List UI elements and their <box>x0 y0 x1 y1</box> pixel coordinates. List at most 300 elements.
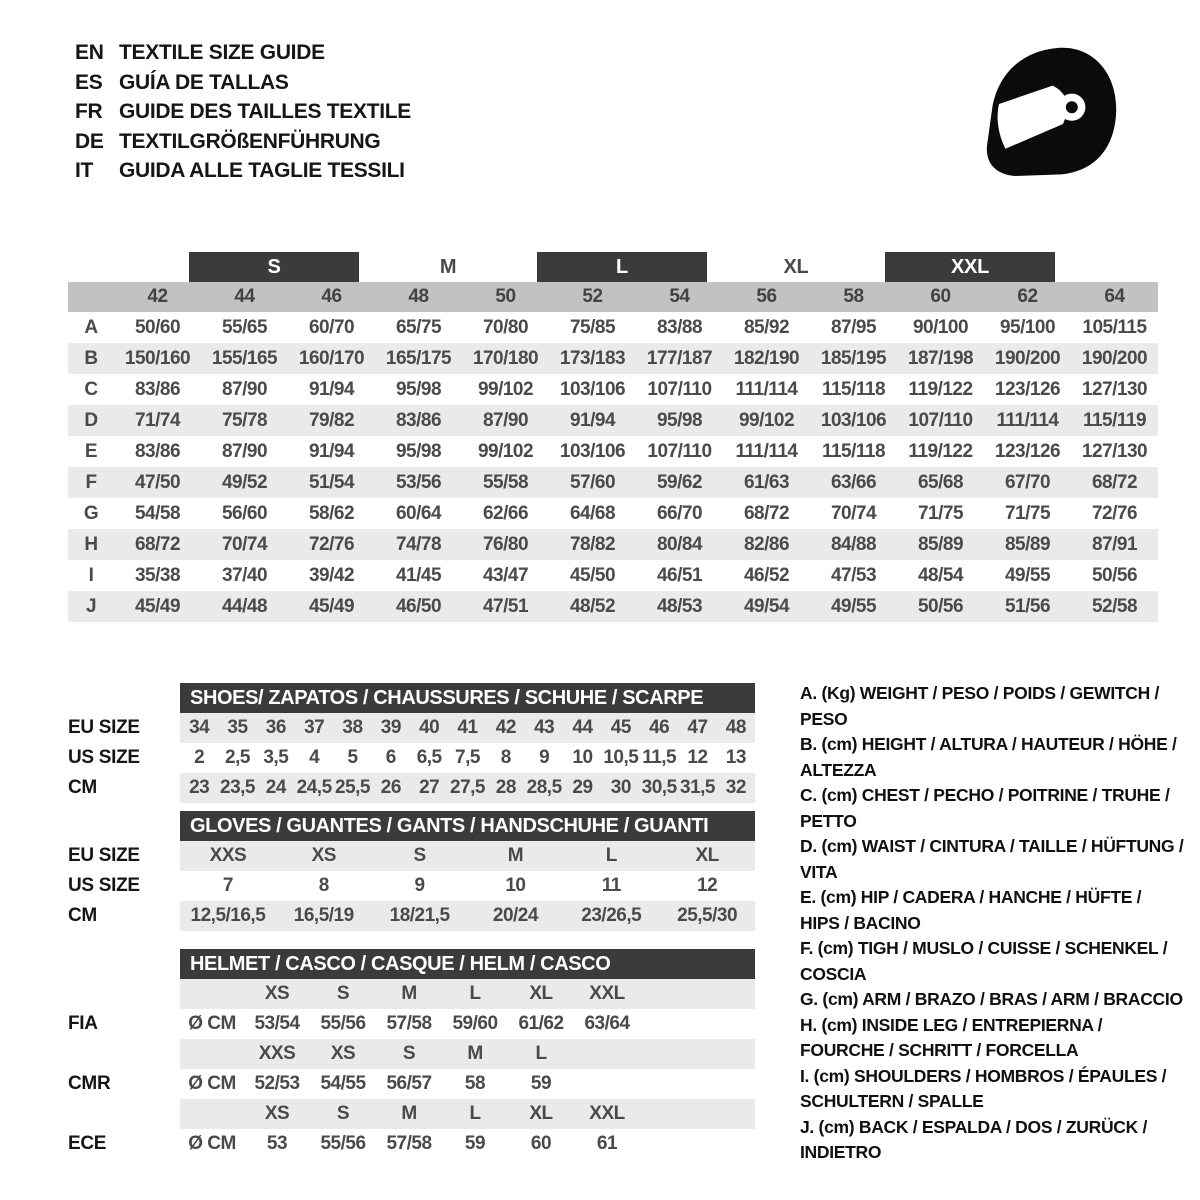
language-row-es <box>75 68 411 98</box>
column-header: 48 <box>408 286 429 307</box>
size-group-xxl: XXL <box>885 252 1055 282</box>
table-cell: 82/86 <box>743 533 790 555</box>
table-cell: 46/50 <box>395 595 442 617</box>
size-group-row <box>68 252 1158 282</box>
table-cell: 13 <box>725 747 746 768</box>
table-cell: 44/48 <box>221 595 268 617</box>
table-cell: 83/88 <box>656 316 703 338</box>
table-cell: 55/65 <box>221 316 268 338</box>
table-cell: 42 <box>495 717 516 738</box>
table-cell: 66/70 <box>656 502 703 524</box>
spacer <box>68 811 180 841</box>
size-header: S <box>336 983 350 1004</box>
table-cell: 74/78 <box>395 533 442 555</box>
language-code: DE <box>75 129 104 153</box>
table-cell: 12,5/16,5 <box>190 905 266 926</box>
table-cell: XXS <box>209 845 247 866</box>
legend-item-b: B. (cm) HEIGHT / ALTURA / HAUTEUR / HÖHE / ALTEZZA <box>800 734 1177 780</box>
table-cell: M <box>507 845 524 866</box>
table-cell: 48/54 <box>917 564 964 586</box>
table-cell: 28,5 <box>526 777 562 798</box>
shoes-row-values <box>180 773 755 803</box>
shoes-size-table <box>68 683 758 803</box>
table-cell: 2 <box>194 747 205 768</box>
table-cell: 115/118 <box>821 378 886 400</box>
table-cell: 177/187 <box>646 347 713 369</box>
table-cell: 56/57 <box>386 1073 432 1094</box>
table-cell: 75/85 <box>569 316 616 338</box>
table-cell: 4 <box>309 747 320 768</box>
table-cell: 99/102 <box>477 378 534 400</box>
table-cell: 10,5 <box>603 747 639 768</box>
language-title: TEXTILGRÖßENFÜHRUNG <box>119 129 381 153</box>
table-cell: 9 <box>539 747 550 768</box>
table-cell: 61 <box>596 1133 618 1154</box>
table-cell: 111/114 <box>735 378 798 400</box>
column-header: 60 <box>930 286 951 307</box>
table-row-f <box>68 467 1158 498</box>
column-header-row <box>68 282 1158 312</box>
table-cell: 182/190 <box>733 347 800 369</box>
table-cell: 53 <box>266 1133 288 1154</box>
table-cell: 150/160 <box>124 347 191 369</box>
table-cell: 6 <box>385 747 396 768</box>
row-key: I <box>88 564 94 586</box>
helmet-title-bar: HELMET / CASCO / CASQUE / HELM / CASCO <box>180 949 755 979</box>
table-cell: 23/26,5 <box>581 905 642 926</box>
table-cell: 41/45 <box>395 564 442 586</box>
table-cell: 18/21,5 <box>389 905 450 926</box>
table-cell: 103/106 <box>559 378 626 400</box>
table-cell: 3,5 <box>263 747 289 768</box>
table-cell: 2,5 <box>225 747 250 768</box>
table-cell: 63/64 <box>584 1013 630 1034</box>
table-cell: 155/165 <box>211 347 278 369</box>
shoes-row-label: US SIZE <box>68 747 140 768</box>
table-cell: 26 <box>380 777 401 798</box>
column-header: 58 <box>843 286 864 307</box>
table-cell: 72/76 <box>1091 502 1138 524</box>
table-cell: 79/82 <box>308 409 355 431</box>
table-cell: 80/84 <box>656 533 703 555</box>
table-cell: 7,5 <box>455 747 480 768</box>
table-cell: 7 <box>222 875 233 896</box>
table-cell: 170/180 <box>472 347 539 369</box>
table-cell: 59 <box>530 1073 552 1094</box>
legend-item-f: F. (cm) TIGH / MUSLO / CUISSE / SCHENKEL / COSCIA <box>800 938 1168 984</box>
table-cell: 87/91 <box>1091 533 1138 555</box>
table-cell: 107/110 <box>647 378 712 400</box>
table-cell: 5 <box>347 747 358 768</box>
table-cell: 187/198 <box>907 347 974 369</box>
table-cell: 123/126 <box>994 378 1061 400</box>
table-cell: 57/58 <box>386 1013 432 1034</box>
table-cell: 83/86 <box>134 440 181 462</box>
gloves-row-values <box>180 871 755 901</box>
table-cell: 55/56 <box>320 1013 366 1034</box>
legend-item-j: J. (cm) BACK / ESPALDA / DOS / ZURÜCK / INDIETRO <box>800 1116 1148 1162</box>
table-cell: 87/95 <box>830 316 877 338</box>
size-group-m: M <box>439 255 457 278</box>
table-cell: 95/98 <box>395 378 442 400</box>
row-key: G <box>83 502 99 524</box>
table-cell: 12 <box>697 875 718 896</box>
table-cell: 115/118 <box>821 440 886 462</box>
helmet-values-row-fia <box>180 1009 755 1039</box>
table-cell: 43 <box>534 717 555 738</box>
size-header: M <box>401 983 417 1004</box>
table-cell: 60/70 <box>308 316 355 338</box>
table-row-c <box>68 374 1158 405</box>
table-cell: 190/200 <box>994 347 1061 369</box>
table-cell: 47/50 <box>134 471 181 493</box>
table-cell: 62/66 <box>482 502 529 524</box>
language-title: GUIDE DES TAILLES TEXTILE <box>119 100 411 123</box>
table-cell: 47/51 <box>482 595 529 617</box>
table-cell: 127/130 <box>1081 440 1148 462</box>
gloves-row-values <box>180 901 755 931</box>
shoes-row-values <box>180 743 755 773</box>
table-cell: 111/114 <box>735 440 798 462</box>
spacer <box>68 949 180 979</box>
table-cell: 95/98 <box>656 409 703 431</box>
table-cell: 8 <box>500 747 511 768</box>
table-cell: 68/72 <box>743 502 790 524</box>
table-cell: 51/54 <box>308 471 355 493</box>
table-cell: 6,5 <box>416 747 442 768</box>
row-key: A <box>84 316 98 338</box>
table-cell: 39/42 <box>308 564 355 586</box>
table-cell: 71/74 <box>134 409 181 431</box>
table-cell: 68/72 <box>1091 471 1138 493</box>
table-cell: 49/52 <box>221 471 268 493</box>
table-cell: 35 <box>227 717 248 738</box>
gloves-row-values <box>180 841 755 871</box>
table-cell: 11 <box>601 875 621 896</box>
table-cell: 65/68 <box>917 471 964 493</box>
table-cell: 99/102 <box>477 440 534 462</box>
table-cell: 67/70 <box>1004 471 1051 493</box>
table-cell: S <box>413 845 426 866</box>
table-cell: 35/38 <box>134 564 181 586</box>
table-cell: 71/75 <box>1004 502 1051 524</box>
table-cell: 16,5/19 <box>293 905 354 926</box>
helmet-values-row-ece <box>180 1129 755 1159</box>
table-cell: 107/110 <box>647 440 712 462</box>
table-cell: 10 <box>505 875 526 896</box>
column-header: 64 <box>1104 286 1125 307</box>
gloves-row-label: US SIZE <box>68 875 140 896</box>
row-key: C <box>84 378 98 400</box>
table-cell: 49/55 <box>830 595 877 617</box>
table-cell: 49/54 <box>743 595 790 617</box>
table-cell: 78/82 <box>569 533 616 555</box>
column-header: 50 <box>495 286 516 307</box>
table-cell: 46/52 <box>743 564 790 586</box>
gloves-row-label: EU SIZE <box>68 845 140 866</box>
table-cell: 45 <box>610 717 631 738</box>
size-header: XS <box>264 983 290 1004</box>
table-row-e <box>68 436 1158 467</box>
spacer <box>68 1099 180 1129</box>
table-cell: 70/74 <box>830 502 877 524</box>
table-cell: 47/53 <box>830 564 877 586</box>
table-cell: 48 <box>725 717 746 738</box>
table-cell: 58/62 <box>308 502 355 524</box>
legend-item-c: C. (cm) CHEST / PECHO / POITRINE / TRUHE / PETTO <box>800 785 1170 831</box>
table-cell: 37 <box>304 717 325 738</box>
table-cell: 65/75 <box>395 316 442 338</box>
table-cell: 50/56 <box>917 595 964 617</box>
table-cell: 56/60 <box>221 502 268 524</box>
size-header: M <box>401 1103 417 1124</box>
table-cell: 10 <box>572 747 593 768</box>
language-code: EN <box>75 41 104 64</box>
table-cell: 64/68 <box>569 502 616 524</box>
standard-label-fia: FIA <box>68 1013 98 1034</box>
language-title: TEXTILE SIZE GUIDE <box>119 41 325 64</box>
size-header: L <box>469 983 481 1004</box>
size-header: L <box>535 1043 547 1064</box>
row-key: B <box>84 347 98 369</box>
helmet-sizes-row-cmr <box>180 1039 755 1069</box>
table-cell: XL <box>695 845 719 866</box>
table-cell: 60/64 <box>395 502 442 524</box>
language-code: IT <box>75 159 94 182</box>
table-cell: 47 <box>687 717 708 738</box>
table-cell: 34 <box>189 717 210 738</box>
column-header: 56 <box>756 286 777 307</box>
language-title: GUIDA ALLE TAGLIE TESSILI <box>119 159 405 182</box>
table-cell: 44 <box>572 717 593 738</box>
table-cell: 25,5 <box>335 777 370 798</box>
column-header: 46 <box>321 286 342 307</box>
table-cell: 103/106 <box>559 440 626 462</box>
table-cell: 91/94 <box>308 378 355 400</box>
spacer <box>68 979 180 1009</box>
table-cell: 91/94 <box>308 440 355 462</box>
table-cell: 72/76 <box>308 533 355 555</box>
table-cell: 57/58 <box>386 1133 432 1154</box>
table-cell: 87/90 <box>482 409 529 431</box>
table-cell: 91/94 <box>569 409 616 431</box>
table-cell: XS <box>311 845 336 866</box>
table-cell: 12 <box>687 747 708 768</box>
table-cell: 55/58 <box>482 471 529 493</box>
size-group-xl: XL <box>783 255 809 278</box>
legend-item-e: E. (cm) HIP / CADERA / HANCHE / HÜFTE / HIPS / BACINO <box>800 887 1142 933</box>
table-row-d <box>68 405 1158 436</box>
table-cell: 53/56 <box>395 471 442 493</box>
table-cell: 53/54 <box>254 1013 300 1034</box>
language-row-en <box>75 38 411 68</box>
table-cell: 61/62 <box>518 1013 564 1034</box>
table-row-b <box>68 343 1158 374</box>
diameter-label: Ø CM <box>188 1013 236 1034</box>
table-cell: 11,5 <box>642 747 677 768</box>
table-cell: 20/24 <box>492 905 538 926</box>
table-cell: 85/92 <box>743 316 790 338</box>
table-cell: 59/60 <box>452 1013 498 1034</box>
legend-item-h: H. (cm) INSIDE LEG / ENTREPIERNA / FOURCHE / SCHRITT / FORCELLA <box>800 1014 1103 1060</box>
helmet-values-row-cmr <box>180 1069 755 1099</box>
table-cell: 31,5 <box>680 777 715 798</box>
table-cell: 55/56 <box>320 1133 366 1154</box>
size-group-s: S <box>189 252 359 282</box>
table-cell: 127/130 <box>1081 378 1148 400</box>
table-cell: 37/40 <box>221 564 268 586</box>
language-row-fr <box>75 97 411 127</box>
table-cell: 43/47 <box>482 564 529 586</box>
table-cell: 76/80 <box>482 533 529 555</box>
language-code: ES <box>75 70 103 94</box>
measurement-legend <box>800 681 1185 1166</box>
table-row-j <box>68 591 1158 622</box>
table-cell: 57/60 <box>569 471 616 493</box>
table-row-h <box>68 529 1158 560</box>
table-cell: 107/110 <box>908 409 973 431</box>
standard-label-ece: ECE <box>68 1133 107 1154</box>
size-header: XXS <box>258 1043 296 1064</box>
standard-label-cmr: CMR <box>68 1073 111 1094</box>
table-cell: 103/106 <box>820 409 887 431</box>
table-cell: 119/122 <box>908 440 973 462</box>
table-cell: 105/115 <box>1082 316 1147 338</box>
table-cell: 90/100 <box>912 316 969 338</box>
size-header: XXL <box>589 983 625 1004</box>
table-cell: 50/56 <box>1091 564 1138 586</box>
textile-size-table <box>68 252 1158 622</box>
table-cell: 30 <box>610 777 631 798</box>
helmet-sizes-row-ece <box>180 1099 755 1129</box>
table-cell: 48/53 <box>656 595 703 617</box>
table-cell: 54/55 <box>320 1073 366 1094</box>
table-cell: 41 <box>457 717 478 738</box>
table-cell: 8 <box>318 875 329 896</box>
table-cell: 51/56 <box>1004 595 1051 617</box>
column-header: 42 <box>147 286 168 307</box>
table-cell: 45/49 <box>134 595 181 617</box>
size-header: XXL <box>589 1103 625 1124</box>
gloves-title-bar: GLOVES / GUANTES / GANTS / HANDSCHUHE / GUANTI <box>180 811 755 841</box>
language-row-it <box>75 156 411 186</box>
size-header: XL <box>529 983 553 1004</box>
table-cell: 185/195 <box>820 347 887 369</box>
table-cell: 45/49 <box>308 595 355 617</box>
table-cell: 85/89 <box>917 533 964 555</box>
row-key: E <box>84 440 98 462</box>
table-cell: 28 <box>495 777 516 798</box>
gloves-size-table <box>68 811 758 931</box>
table-cell: 30,5 <box>641 777 677 798</box>
table-cell: 27 <box>419 777 440 798</box>
spacer <box>68 683 180 713</box>
table-cell: 27,5 <box>450 777 485 798</box>
diameter-label: Ø CM <box>188 1073 236 1094</box>
table-cell: 58 <box>464 1073 486 1094</box>
table-cell: 70/74 <box>221 533 268 555</box>
helmet-sizes-row-fia <box>180 979 755 1009</box>
table-cell: 59 <box>464 1133 486 1154</box>
table-cell: 173/183 <box>559 347 626 369</box>
table-cell: 23 <box>189 777 210 798</box>
row-key: F <box>85 471 97 493</box>
table-cell: 9 <box>414 875 425 896</box>
table-cell: 83/86 <box>134 378 181 400</box>
gloves-row-label: CM <box>68 905 97 926</box>
table-cell: 54/58 <box>134 502 181 524</box>
legend-item-d: D. (cm) WAIST / CINTURA / TAILLE / HÜFTUNG / VITA <box>800 836 1184 882</box>
table-cell: 95/100 <box>999 316 1056 338</box>
table-cell: 45/50 <box>569 564 616 586</box>
table-cell: 190/200 <box>1081 347 1148 369</box>
size-header: S <box>402 1043 416 1064</box>
size-header: S <box>336 1103 350 1124</box>
table-cell: 39 <box>380 717 401 738</box>
shoes-row-label: CM <box>68 777 97 798</box>
table-cell: 46 <box>649 717 670 738</box>
size-group-l: L <box>537 252 707 282</box>
shoes-row-values <box>180 713 755 743</box>
table-cell: 24,5 <box>296 777 332 798</box>
size-header: XS <box>264 1103 290 1124</box>
table-cell: 24 <box>265 777 286 798</box>
row-key: D <box>84 409 98 431</box>
spacer <box>68 1039 180 1069</box>
table-row-i <box>68 560 1158 591</box>
table-cell: 40 <box>419 717 440 738</box>
table-cell: 63/66 <box>830 471 877 493</box>
column-header: 52 <box>582 286 603 307</box>
table-cell: 123/126 <box>994 440 1061 462</box>
size-header: XS <box>330 1043 356 1064</box>
table-cell: 61/63 <box>743 471 790 493</box>
table-cell: 87/90 <box>221 440 268 462</box>
legend-item-g: G. (cm) ARM / BRAZO / BRAS / ARM / BRACCIO <box>800 989 1183 1009</box>
size-header: L <box>469 1103 481 1124</box>
table-cell: 165/175 <box>385 347 452 369</box>
table-row-a <box>68 312 1158 343</box>
table-cell: 68/72 <box>134 533 181 555</box>
shoes-row-label: EU SIZE <box>68 717 140 738</box>
diameter-label: Ø CM <box>188 1133 236 1154</box>
legend-item-a: A. (Kg) WEIGHT / PESO / POIDS / GEWITCH / PESO <box>800 683 1160 729</box>
size-header: XL <box>529 1103 553 1124</box>
table-cell: 23,5 <box>220 777 255 798</box>
legend-item-i: I. (cm) SHOULDERS / HOMBROS / ÉPAULES / SCHULTERN / SPALLE <box>800 1065 1167 1111</box>
language-code: FR <box>75 100 103 123</box>
table-cell: 75/78 <box>221 409 268 431</box>
table-cell: 50/60 <box>134 316 181 338</box>
language-row-de <box>75 127 411 157</box>
table-cell: 36 <box>265 717 286 738</box>
table-cell: 52/53 <box>254 1073 300 1094</box>
table-cell: 60 <box>530 1133 552 1154</box>
table-cell: 85/89 <box>1004 533 1051 555</box>
table-cell: 70/80 <box>482 316 529 338</box>
shoes-title-bar: SHOES/ ZAPATOS / CHAUSSURES / SCHUHE / SCARPE <box>180 683 755 713</box>
table-cell: 52/58 <box>1091 595 1138 617</box>
table-cell: 83/86 <box>395 409 442 431</box>
helmet-size-table <box>68 949 758 1159</box>
table-cell: 25,5/30 <box>677 905 738 926</box>
table-cell: 38 <box>342 717 363 738</box>
table-row-g <box>68 498 1158 529</box>
table-cell: 95/98 <box>395 440 442 462</box>
table-cell: 84/88 <box>830 533 877 555</box>
language-title-list <box>75 38 411 186</box>
table-cell: 119/122 <box>908 378 973 400</box>
